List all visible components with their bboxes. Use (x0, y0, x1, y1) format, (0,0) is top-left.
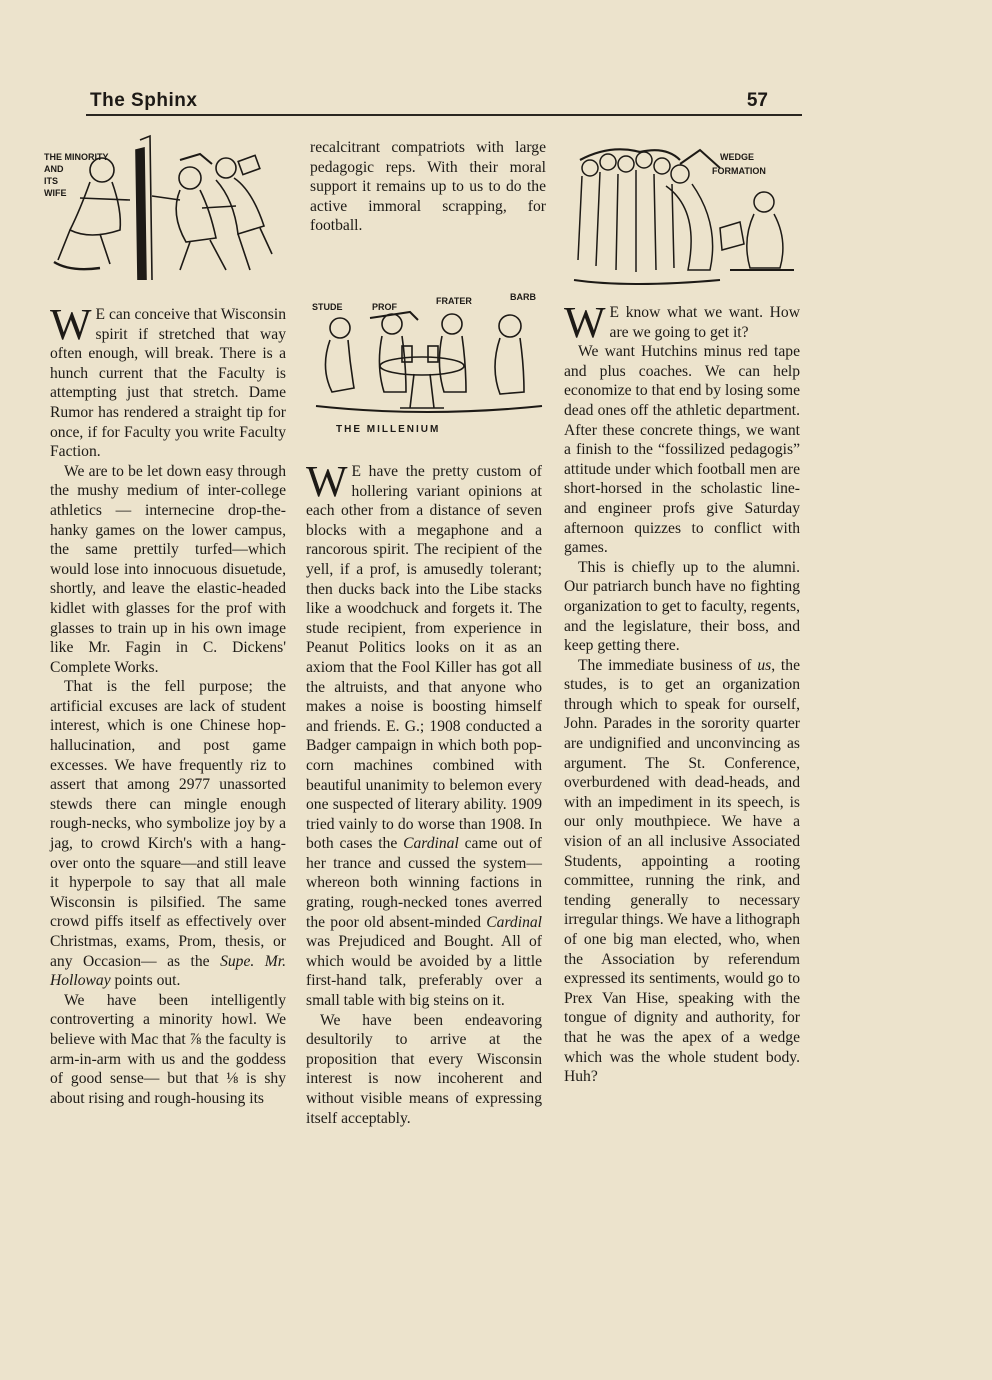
millenium-label-prof: PROF (372, 302, 398, 312)
text: was Prejudiced and Bought. All of which would be avoided by a little first-hand talk, preferably over a small table with big steins on it. (306, 933, 542, 1010)
italic-text: Supe. Mr. Holloway (50, 952, 286, 990)
dropcap: W (564, 298, 606, 347)
paragraph (50, 300, 287, 462)
italic-text: Cardinal (403, 835, 459, 853)
cartoon-minority-and-its-wife (40, 130, 276, 280)
text: points out. (114, 972, 181, 990)
cartoon-millenium-drawing (310, 288, 546, 418)
paragraph: We are to be let down easy through the mushy medium of inter-college athletics — internecine drop-the-hanky games on the lower campus, the same prettily turfed—which would lose into innocuous disuetude, shortly, and leave the elastic-headed kidlet with glasses for the prof with glasses to train up in his own image like Mr. Fagin in C. Dickens' Complete Works. (50, 462, 286, 676)
paragraph: We want Hutchins minus red tape and plus coaches. We can help economize to that end by losing some dead ones off the athletic department. After these concrete things, we want a finish to the “fossilized pedagogis” attitude under which football men are short-horsed in the scholastic line-and engineer profs give Saturday afternoon quizzes to conflict with games. (564, 343, 800, 557)
millenium-caption: THE MILLENIUM (336, 424, 441, 435)
paragraph (50, 991, 286, 1109)
text: the faculty is arm-in-arm with us and the goddess of good sense— but that (50, 1030, 286, 1088)
text: came out of her trance and cussed the system—whereon both winning factions in grating, rough-necked tones averred the poor old absent-minded (306, 835, 542, 931)
paragraph: recalcitrant compatriots with large pedagogic reps. With their moral support it remains up to us to do the active immoral scrapping, for football. (310, 139, 546, 235)
page-number: 57 (746, 90, 768, 111)
text: , the studes, is to get an organization through which to speak for ourself, John. Parades in the sorority quarter are undignified and unconvincing as argument. The St. Conference, overburdened with dead-heads, and with an impediment in its speech, is our only mouthpiece. We have a vision of an all inclusive Associated Students, appointing a rooting committee, running the rink, and tending generally to necessary irregular things. We have a lithograph of one big man elected, who, when the Association by referendum expressed its sentiments, would go to Prex Van Hise, speaking with the tongue of dignity and authority, for that he was the apex of a wedge which was the whole student body. Huh? (564, 656, 800, 1086)
paragraph (50, 677, 286, 991)
minority-label-line2: AND (44, 164, 64, 174)
cartoon-the-millenium (310, 288, 546, 418)
paragraph (564, 298, 800, 347)
fraction: ⅞ (189, 1030, 202, 1048)
italic-text: Cardinal (486, 913, 542, 931)
column-right (564, 298, 800, 1087)
wedge-label-line2: FORMATION (712, 166, 766, 176)
wedge-label-line1: WEDGE (720, 152, 755, 162)
text: E have the pretty custom of hollering variant opinions at each other from a distance of seven blocks with a megaphone and a rancorous spirit. The recipient of the yell, if a prof, is amusedly tolerant; then ducks back into the Libe stacks like a woodchuck and forgets it. The stude recipient, from experience in Peanut Politics looks on it as an axiom that the Fool Killer has got all the altruists, and that anyone who makes a noise is boosting himself and friends. E. G.; 1908 conducted a Badger campaign in which both pop-corn machines combined with beautiful unanimity to belemon every one suspected of literary ability. 1909 tried vainly to do worse than 1908. In both cases the (306, 463, 542, 853)
cartoon-minority-drawing (40, 130, 276, 280)
dropcap: W (50, 300, 92, 349)
column-middle-lower (306, 457, 542, 1128)
text: We have been intelligently controverting a minority howl. We believe with Mac that (50, 991, 286, 1048)
text: The immediate business of (578, 656, 752, 674)
magazine-title: The Sphinx (90, 90, 198, 111)
italic-text: us (757, 656, 772, 674)
paragraph (306, 457, 542, 1011)
paragraph (564, 656, 800, 1087)
text: E can conceive that Wisconsin spirit if stretched that way often enough, will break. There is a hunch current that the Faculty is attempting just that stretch. Dame Rumor has rendered a straight tip for once, if for Faculty you write Faculty Faction. (50, 306, 287, 461)
minority-label-line3: ITS (44, 176, 59, 186)
column-left (50, 300, 287, 1108)
millenium-label-barb: BARB (510, 292, 536, 302)
paragraph: We have been endeavoring desultorily to arrive at the proposition that every Wisconsin interest is now incoherent and without visible means of expressing itself acceptably. (306, 1011, 542, 1127)
paragraph: This is chiefly up to the alumni. Our patriarch bunch have no fighting organization to get to faculty, regents, and the legislature, their boss, and keep getting there. (564, 558, 800, 655)
page-header (86, 88, 802, 116)
millenium-label-stude: STUDE (312, 302, 343, 312)
minority-label-line1: THE MINORITY (44, 152, 109, 162)
dropcap: W (306, 457, 348, 506)
text: is shy about rising and rough-housing its (50, 1070, 287, 1107)
cartoon-wedge-formation (570, 140, 806, 290)
minority-label-line4: WIFE (44, 188, 67, 198)
column-middle (310, 138, 546, 236)
millenium-label-frater: FRATER (436, 296, 472, 306)
text: That is the fell purpose; the artificial excuses are lack of student interest, which is one Chinese hop-hallucination, and post game excesses. We have frequently riz to assert that among 2977 unassorted stewds there can mingle enough rough-necks, who symbolize joy by a jag, to crowd Kirch's with a hang-over onto the square—and still leave it hyperpole to say that all male Wisconsin is pilsified. The same crowd piffs itself as effectively over Christmas, exams, Prom, thesis, or any Occasion— as the (50, 678, 286, 970)
cartoon-wedge-drawing (570, 140, 806, 290)
text: E know what we want. How are we going to get it? (609, 304, 800, 341)
fraction: ⅛ (226, 1070, 239, 1088)
